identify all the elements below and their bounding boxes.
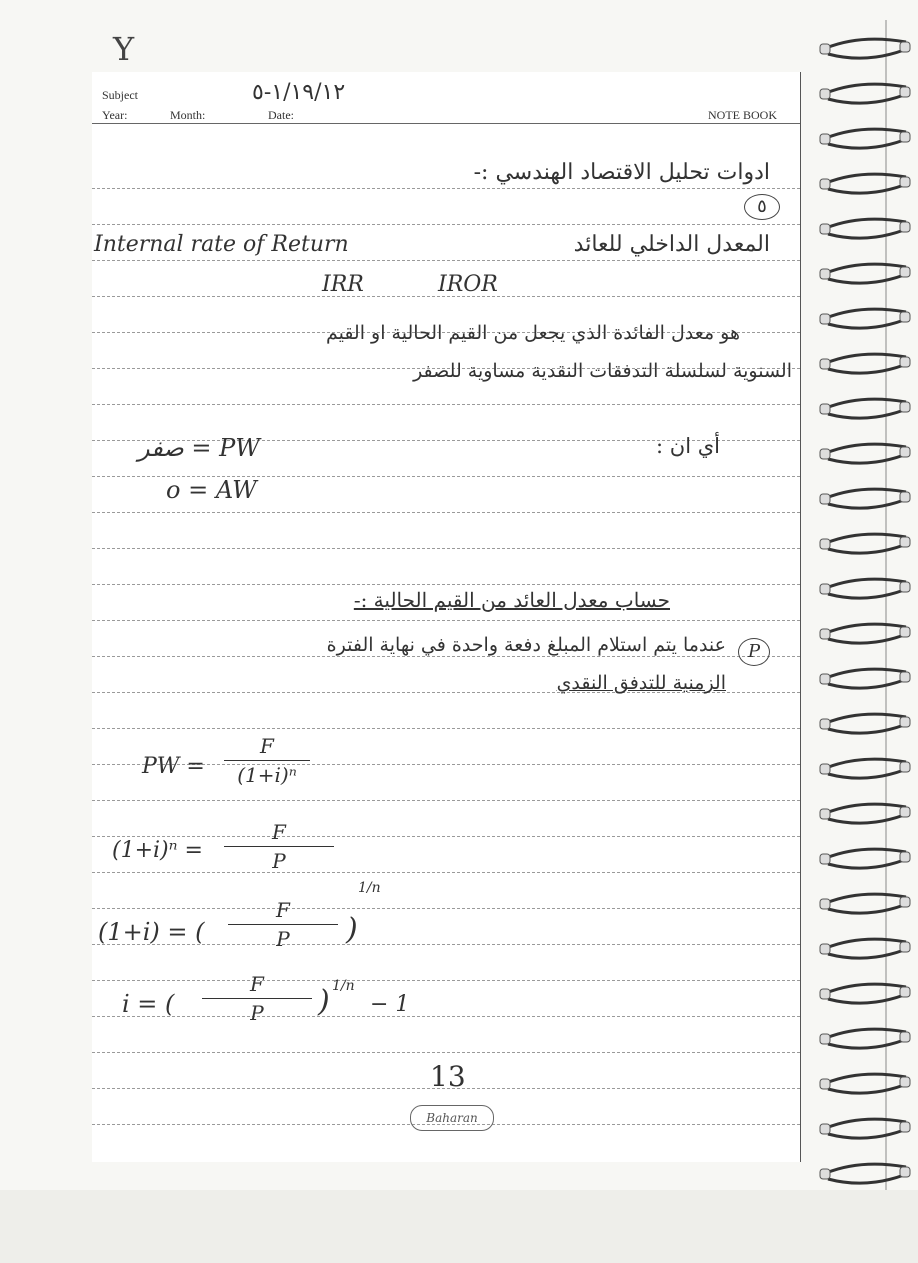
equation-pw-zero: صفر = PW xyxy=(138,434,260,462)
page-number: 13 xyxy=(430,1060,466,1093)
header-divider xyxy=(92,123,800,124)
formula-3-numerator: F xyxy=(276,898,290,922)
formula-3-fraction xyxy=(228,898,338,951)
case-line-2: الزمنية للتدفق النقدي xyxy=(556,672,726,694)
that-is-text: أي ان : xyxy=(656,434,720,458)
heading-text: ادوات تحليل الاقتصاد الهندسي :- xyxy=(473,160,770,185)
formula-2-lhs: (1+i)ⁿ = xyxy=(112,838,203,863)
scan-bottom-edge xyxy=(0,1190,918,1263)
term-arabic: المعدل الداخلي للعائد xyxy=(573,232,770,257)
formula-2-denominator: P xyxy=(272,849,286,873)
notebook-label: NOTE BOOK xyxy=(708,108,777,122)
month-label: Month: xyxy=(170,108,206,122)
formula-4-denominator: P xyxy=(250,1001,264,1025)
formula-1-denominator: (1+i)ⁿ xyxy=(237,763,297,787)
formula-3-exponent: 1/n xyxy=(358,880,381,896)
formula-4-paren: ) xyxy=(318,984,330,1019)
equation-aw-zero: o = AW xyxy=(166,476,257,504)
formula-3-lhs: (1+i) = ( xyxy=(98,918,205,946)
formula-2-fraction xyxy=(224,820,334,873)
formula-1-numerator: F xyxy=(260,734,274,758)
abbr-irr: IRR xyxy=(322,272,364,297)
calc-heading: حساب معدل العائد من القيم الحالية :- xyxy=(353,588,670,612)
year-label: Year: xyxy=(102,108,128,122)
formula-4-exponent: 1/n xyxy=(332,978,355,994)
term-english: Internal rate of Return xyxy=(94,232,349,257)
item-number: ٥ xyxy=(744,194,780,220)
formula-1-fraction xyxy=(224,734,310,787)
subject-label: Subject xyxy=(102,88,138,102)
brand-logo: Baharan xyxy=(410,1105,494,1131)
handwritten-date: ١/١٩/١٢-٥ xyxy=(252,80,346,105)
formula-4-lhs: i = ( xyxy=(122,990,175,1018)
formula-4-fraction xyxy=(202,972,312,1025)
case-label: P xyxy=(738,638,770,666)
formula-3-paren: ) xyxy=(346,912,358,947)
definition-line-2: السنوية لسلسلة التدفقات النقدية مساوية للصفر xyxy=(413,360,792,382)
case-line-1: عندما يتم استلام المبلغ دفعة واحدة في نهاية الفترة xyxy=(326,634,726,656)
corner-mark: Y xyxy=(113,30,135,68)
date-label: Date: xyxy=(268,108,294,122)
formula-1-lhs: PW = xyxy=(142,754,205,779)
notebook-page xyxy=(92,72,801,1162)
formula-2-numerator: F xyxy=(272,820,286,844)
formula-4-numerator: F xyxy=(250,972,264,996)
abbr-iror: IROR xyxy=(438,272,498,297)
definition-line-1: هو معدل الفائدة الذي يجعل من القيم الحالية او القيم xyxy=(325,322,740,344)
formula-3-denominator: P xyxy=(276,927,290,951)
spiral-binding xyxy=(816,20,916,1210)
formula-4-tail: − 1 xyxy=(370,992,410,1017)
